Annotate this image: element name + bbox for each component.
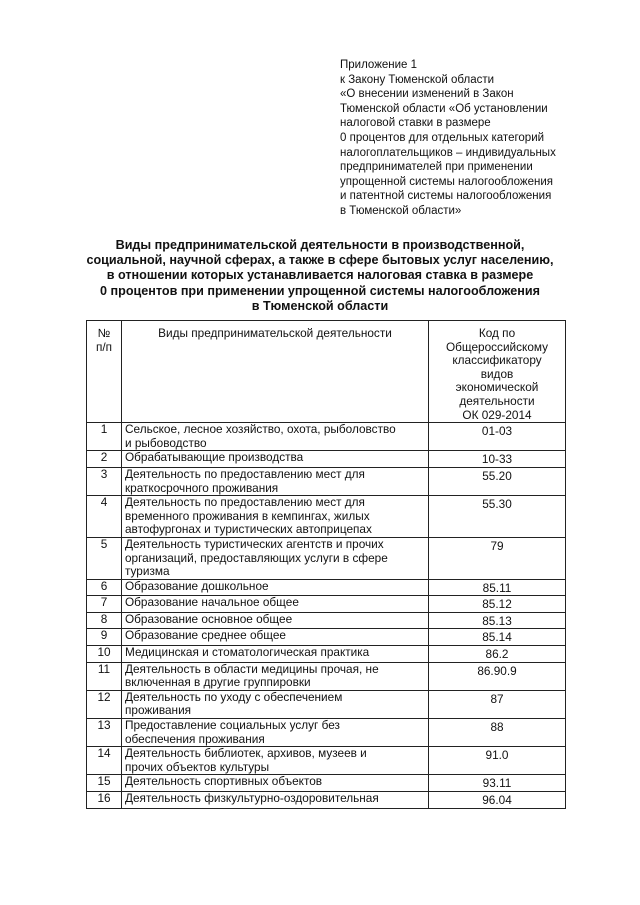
table-row [87, 537, 566, 579]
row-activity [122, 423, 429, 451]
table-row [87, 792, 566, 809]
header-code-line: экономической [455, 380, 539, 395]
row-activity [122, 496, 429, 538]
activity-line: Деятельность физкультурно-оздоровительная [125, 791, 379, 805]
row-code: 85.14 [429, 629, 566, 646]
row-activity [122, 612, 429, 629]
activity-line: и рыбоводство [125, 435, 207, 450]
activity-line: Деятельность спортивных объектов [125, 774, 323, 789]
table-row [87, 596, 566, 613]
row-activity [122, 646, 429, 663]
table-row [87, 719, 566, 747]
activity-line: проживания [125, 703, 192, 718]
row-activity [122, 662, 429, 690]
table-row [87, 579, 566, 596]
header-code-line: Общероссийскому [445, 339, 549, 354]
activities-table [86, 320, 566, 809]
appendix-line: Приложение 1 [340, 59, 418, 71]
row-code: 91.0 [429, 747, 566, 775]
row-activity [122, 792, 429, 809]
activity-line: Деятельность в области медицины прочая, не [125, 661, 379, 676]
table-row [87, 775, 566, 792]
row-number: 15 [87, 775, 122, 792]
appendix-line: предпринимателей при применении [340, 161, 533, 174]
row-number: 10 [87, 646, 122, 663]
row-code: 93.11 [429, 775, 566, 792]
appendix-line: налоговой ставки в размере [340, 117, 491, 130]
activity-line: Деятельность по уходу с обеспечением [125, 689, 343, 704]
row-number: 8 [87, 612, 122, 629]
row-number: 9 [87, 629, 122, 646]
activity-line: туризма [125, 564, 170, 579]
activity-line: краткосрочного проживания [125, 480, 279, 495]
title-line: в Тюменской области [251, 298, 389, 313]
table-row [87, 747, 566, 775]
appendix-line: 0 процентов для отдельных категорий [340, 131, 545, 144]
row-number: 7 [87, 596, 122, 613]
appendix-note [340, 58, 610, 219]
activity-line: Образование основное общее [125, 611, 293, 626]
appendix-line: «О внесении изменений в Закон [340, 88, 514, 101]
activity-line: Деятельность по предоставлению мест для [125, 495, 365, 510]
document-title [60, 238, 580, 314]
title-line: Виды предпринимательской деятельности в производственной, [115, 238, 525, 252]
activity-line: включенная в другие группировки [125, 675, 311, 690]
row-number: 12 [87, 690, 122, 718]
table-row [87, 423, 566, 451]
appendix-line: в Тюменской области» [340, 204, 462, 217]
header-code-line: ОК 029-2014 [462, 407, 532, 422]
title-line: в отношении которых устанавливается налоговая ставка в размере [106, 268, 534, 283]
row-code: 85.13 [429, 612, 566, 629]
table-row [87, 496, 566, 538]
header-activity: Виды предпринимательской деятельности [122, 321, 429, 423]
table-row [87, 690, 566, 718]
row-number: 5 [87, 537, 122, 579]
row-code: 85.11 [429, 579, 566, 596]
table-row [87, 629, 566, 646]
header-code-line: деятельности [459, 393, 535, 408]
activity-line: Образование начальное общее [125, 595, 299, 610]
title-line: социальной, научной сферах, а также в сфере бытовых услуг населению, [86, 253, 554, 268]
row-number: 2 [87, 451, 122, 468]
appendix-line: налогоплательщиков – индивидуальных [340, 146, 556, 159]
activity-line: временного проживания в кемпингах, жилых [125, 508, 370, 523]
row-number: 13 [87, 719, 122, 747]
row-activity [122, 775, 429, 792]
row-number: 14 [87, 747, 122, 775]
header-number-line: п/п [95, 339, 113, 354]
row-code: 55.30 [429, 496, 566, 538]
table-row [87, 467, 566, 495]
row-activity [122, 596, 429, 613]
activity-line: Деятельность по предоставлению мест для [125, 466, 365, 481]
title-line: 0 процентов при применении упрощенной системы налогообложения [100, 283, 540, 298]
appendix-line: к Закону Тюменской области [340, 73, 495, 86]
activity-line: Деятельность туристических агентств и прочих [125, 536, 384, 551]
appendix-line: и патентной системы налогообложения [340, 190, 552, 203]
row-number: 4 [87, 496, 122, 538]
header-code-line: Код по [478, 326, 516, 340]
header-code [429, 321, 566, 423]
row-code: 79 [429, 537, 566, 579]
row-number: 3 [87, 467, 122, 495]
header-number-line: № [97, 326, 111, 340]
activity-line: Деятельность библиотек, архивов, музеев и [125, 746, 367, 761]
activity-line: Медицинская и стоматологическая практика [125, 645, 370, 660]
appendix-line: упрощенной системы налогообложения [340, 175, 554, 188]
row-number: 1 [87, 423, 122, 451]
activity-line: Обрабатывающие производства [125, 450, 304, 465]
row-code: 86.90.9 [429, 662, 566, 690]
row-activity [122, 467, 429, 495]
activity-line: Предоставление социальных услуг без [125, 718, 340, 733]
row-code: 86.2 [429, 646, 566, 663]
activity-line: автофургонах и туристических автоприцепах [125, 522, 372, 537]
row-code: 96.04 [429, 792, 566, 809]
appendix-line: Тюменской области «Об установлении [340, 102, 548, 115]
row-code: 10-33 [429, 451, 566, 468]
table-row [87, 451, 566, 468]
header-code-line: видов [480, 366, 514, 381]
table-row [87, 612, 566, 629]
row-activity [122, 579, 429, 596]
row-activity [122, 537, 429, 579]
row-code: 85.12 [429, 596, 566, 613]
header-code-line: классификатору [452, 353, 542, 368]
activity-line: Образование дошкольное [125, 578, 269, 593]
row-activity [122, 451, 429, 468]
activity-line: Образование среднее общее [125, 628, 286, 643]
activity-line: Сельское, лесное хозяйство, охота, рыболовство [125, 422, 396, 437]
table-row [87, 646, 566, 663]
row-number: 16 [87, 792, 122, 809]
row-number: 6 [87, 579, 122, 596]
row-code: 88 [429, 719, 566, 747]
table-row [87, 662, 566, 690]
row-code: 01-03 [429, 423, 566, 451]
row-code: 87 [429, 690, 566, 718]
activity-line: обеспечения проживания [125, 731, 265, 746]
row-activity [122, 719, 429, 747]
row-activity [122, 690, 429, 718]
row-number: 11 [87, 662, 122, 690]
row-activity [122, 629, 429, 646]
row-code: 55.20 [429, 467, 566, 495]
activity-line: прочих объектов культуры [125, 759, 270, 774]
row-activity [122, 747, 429, 775]
table-header-row [87, 321, 566, 423]
header-number [87, 321, 122, 423]
activity-line: организаций, предоставляющих услуги в сфере [125, 550, 388, 565]
